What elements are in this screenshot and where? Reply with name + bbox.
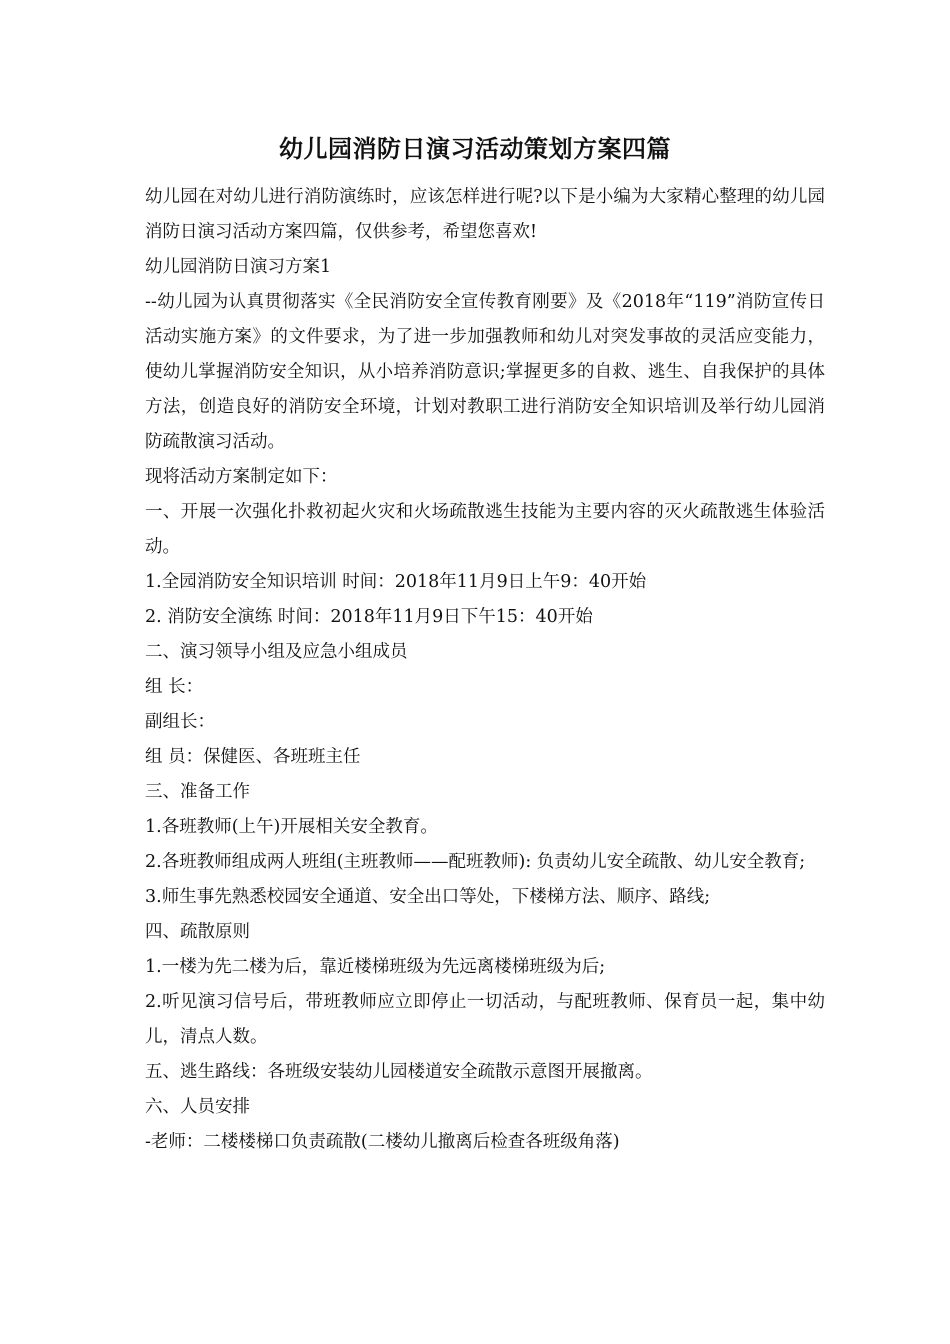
section-heading-6: 六、人员安排 bbox=[145, 1097, 250, 1117]
list-item: 3.师生事先熟悉校园安全通道、安全出口等处，下楼梯方法、顺序、路线; bbox=[145, 887, 711, 907]
list-item: 2.各班教师组成两人班组(主班教师——配班教师): 负责幼儿安全疏散、幼儿安全教育; bbox=[145, 852, 806, 872]
list-item: 2.听见演习信号后，带班教师应立即停止一切活动，与配班教师、保育员一起，集中幼儿，清点人数。 bbox=[145, 992, 825, 1047]
list-item: 1.各班教师(上午)开展相关安全教育。 bbox=[145, 817, 438, 837]
section-heading-5: 五、逃生路线：各班级安装幼儿园楼道安全疏散示意图开展撤离。 bbox=[145, 1062, 653, 1082]
list-item: 1.一楼为先二楼为后，靠近楼梯班级为先远离楼梯班级为后; bbox=[145, 957, 606, 977]
section-heading-2: 二、演习领导小组及应急小组成员 bbox=[145, 642, 408, 662]
document-body bbox=[145, 180, 825, 1160]
list-item: 组 长： bbox=[145, 677, 204, 697]
paragraph-background: --幼儿园为认真贯彻落实《全民消防安全宣传教育刚要》及《2018年“119”消防宣传日活动实施方案》的文件要求，为了进一步加强教师和幼儿对突发事故的灵活应变能力，使幼儿掌握消防安全知识，从小培养消防意识;掌握更多的自救、逃生、自我保护的具体方法，创造良好的消防安全环境，计划对教职工进行消防安全知识培训及举行幼儿园消防疏散演习活动。 bbox=[145, 292, 825, 452]
document-title: 幼儿园消防日演习活动策划方案四篇 bbox=[279, 134, 671, 163]
section-heading-3: 三、准备工作 bbox=[145, 782, 250, 802]
paragraph-plan-intro: 现将活动方案制定如下： bbox=[145, 467, 338, 487]
list-item: -老师：二楼楼梯口负责疏散(二楼幼儿撤离后检查各班级角落) bbox=[145, 1132, 620, 1152]
list-item: 副组长： bbox=[145, 712, 215, 732]
list-item: 1.全园消防安全知识培训 时间：2018年11月9日上午9：40开始 bbox=[145, 572, 647, 592]
list-item: 2. 消防安全演练 时间：2018年11月9日下午15：40开始 bbox=[145, 607, 593, 627]
section-heading-plan-1: 幼儿园消防日演习方案1 bbox=[145, 257, 332, 277]
paragraph-intro: 幼儿园在对幼儿进行消防演练时，应该怎样进行呢?以下是小编为大家精心整理的幼儿园消防日演习活动方案四篇，仅供参考，希望您喜欢! bbox=[145, 187, 825, 242]
section-heading-1: 一、开展一次强化扑救初起火灾和火场疏散逃生技能为主要内容的灭火疏散逃生体验活动。 bbox=[145, 502, 825, 557]
list-item: 组 员：保健医、各班班主任 bbox=[145, 747, 361, 767]
section-heading-4: 四、疏散原则 bbox=[145, 922, 250, 942]
